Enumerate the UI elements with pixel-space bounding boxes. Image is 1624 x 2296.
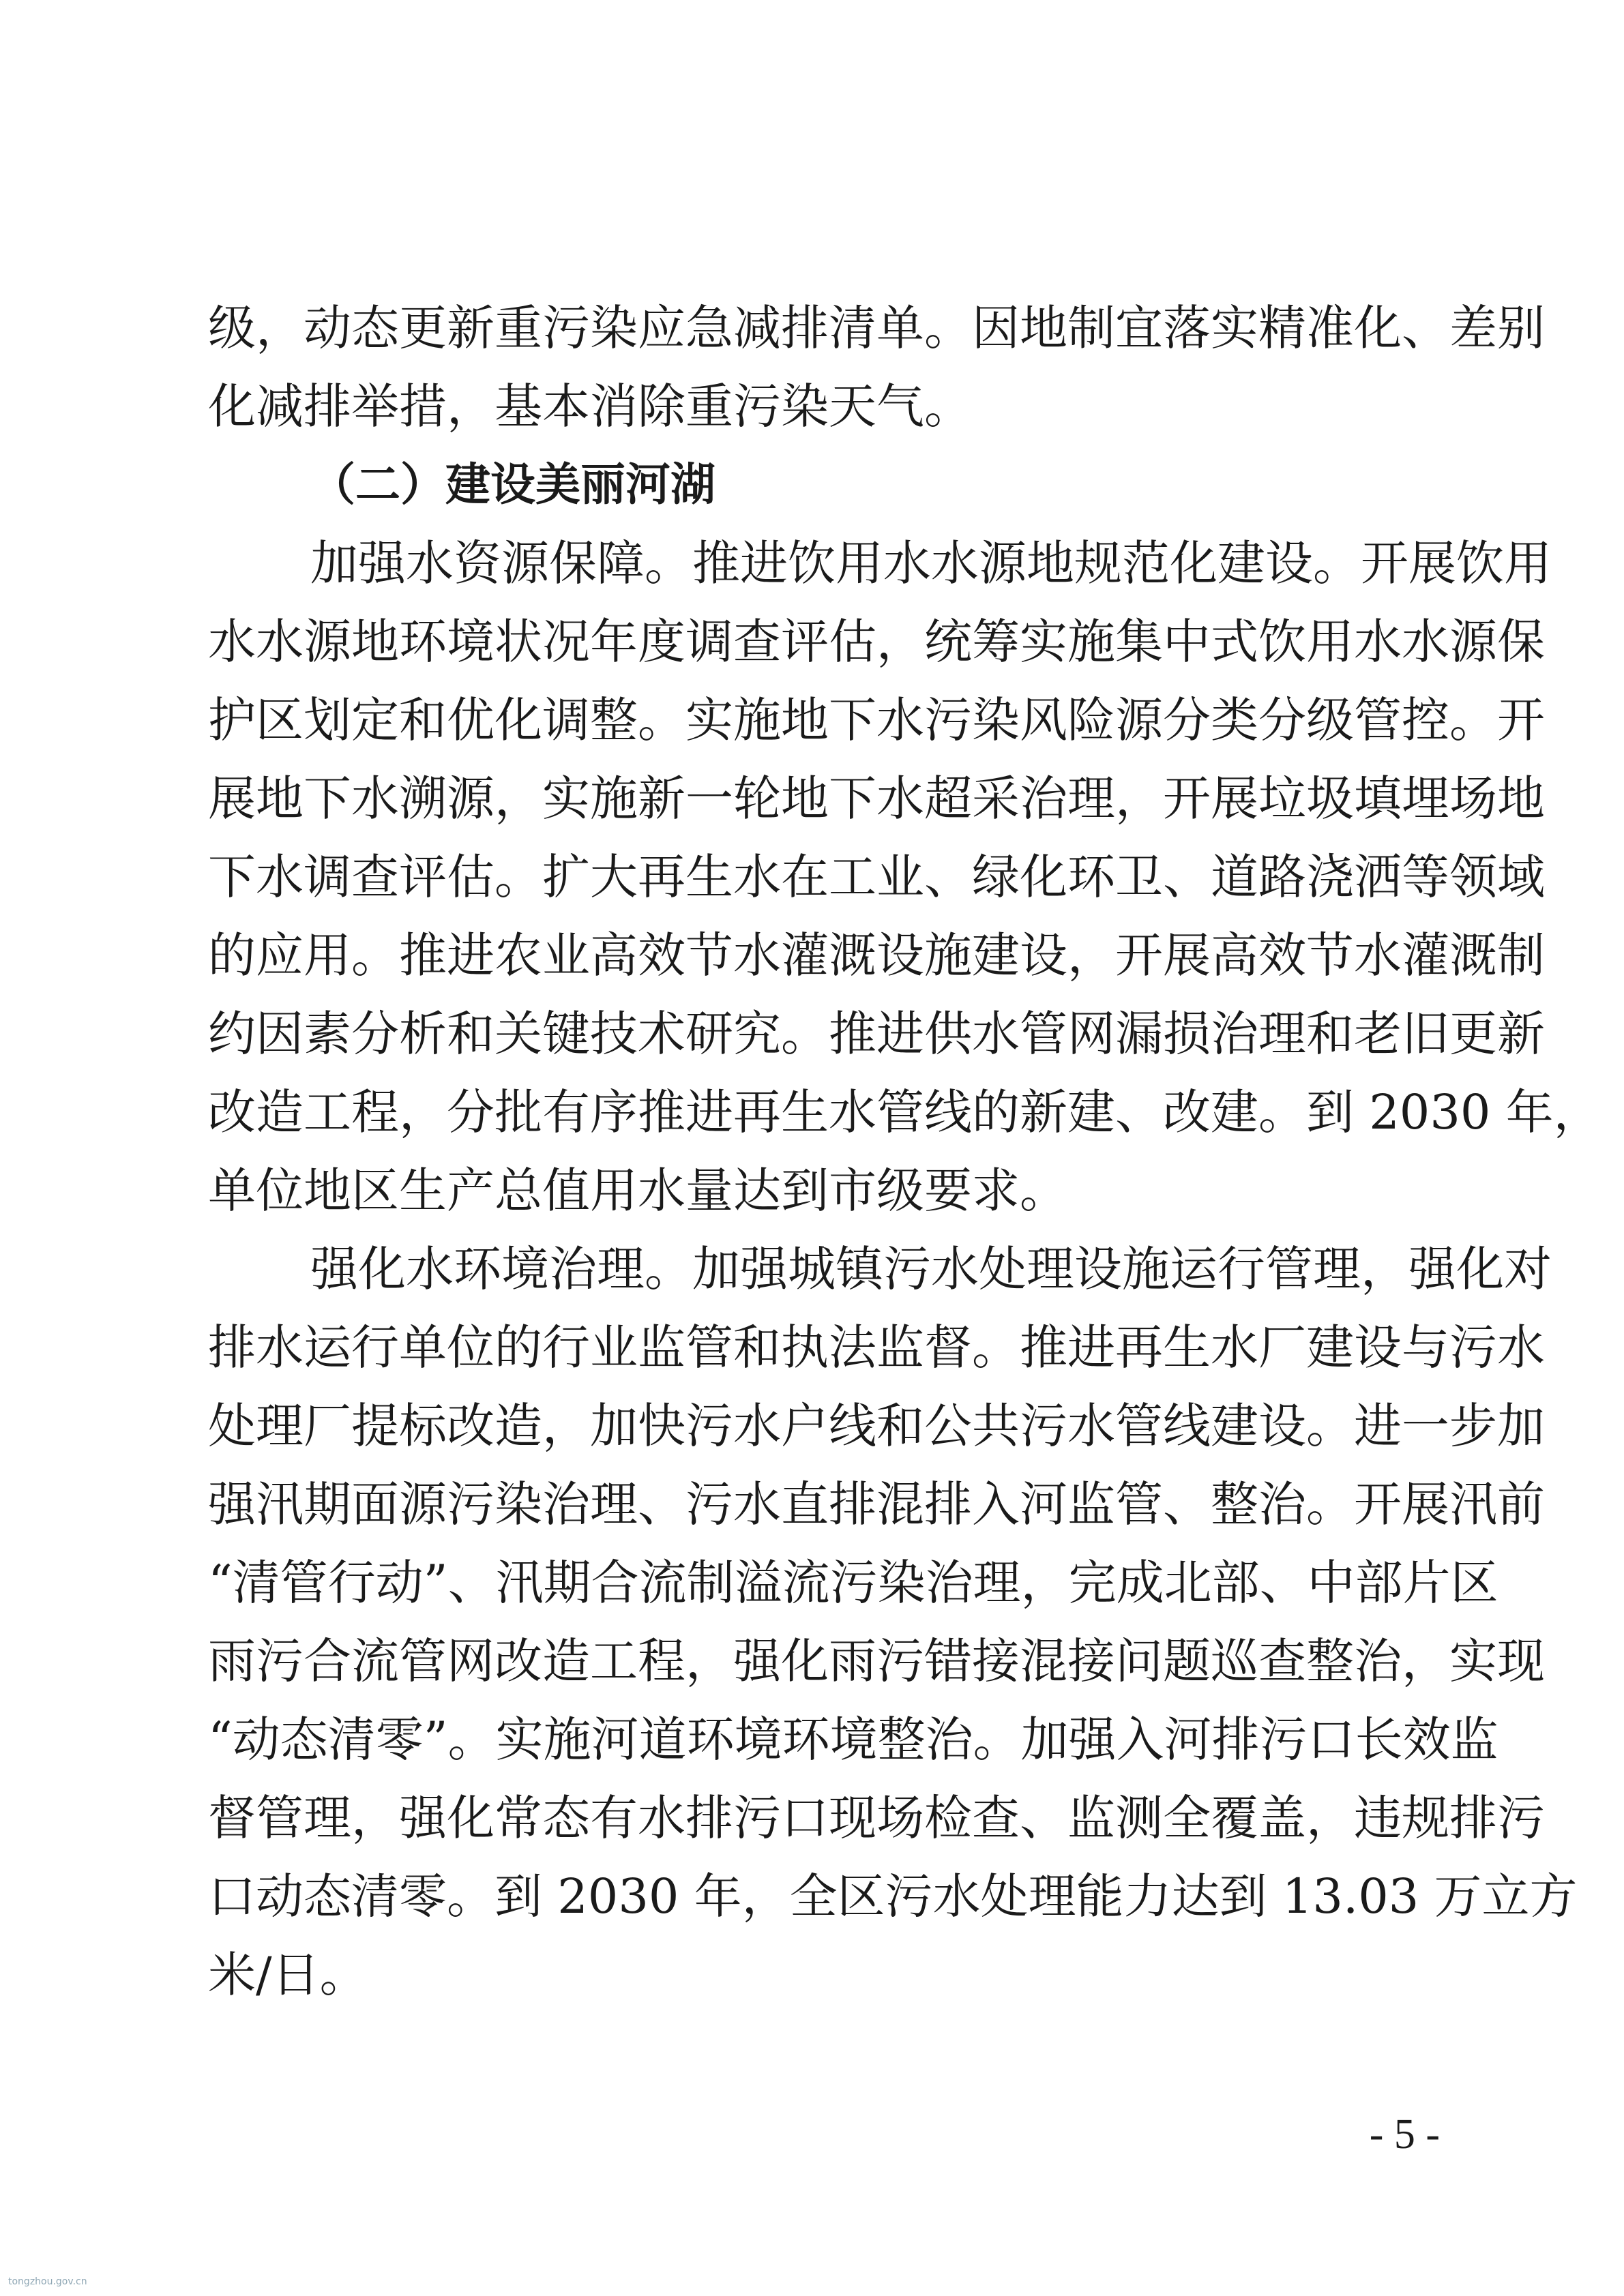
page-number: - 5 - <box>1369 2111 1440 2158</box>
text-line: 米/日。 <box>208 1947 368 2003</box>
text-line: 口动态清零。到 2030 年，全区污水处理能力达到 13.03 万立方 <box>208 1868 1578 1924</box>
text-line: 单位地区生产总值用水量达到市级要求。 <box>208 1163 1067 1219</box>
source-watermark: tongzhou.gov.cn <box>8 2276 87 2287</box>
text-line: 水水源地环境状况年度调查评估，统筹实施集中式饮用水水源保 <box>208 614 1545 670</box>
text-line: 强化水环境治理。加强城镇污水处理设施运行管理，强化对 <box>310 1241 1552 1297</box>
text-line: 改造工程，分批有序推进再生水管线的新建、改建。到 2030 年， <box>208 1084 1601 1140</box>
text-line: “清管行动”、汛期合流制溢流污染治理，完成北部、中部片区 <box>208 1555 1498 1611</box>
text-line: 处理厂提标改造，加快污水户线和公共污水管线建设。进一步加 <box>208 1398 1545 1454</box>
text-line: 加强水资源保障。推进饮用水水源地规范化建设。开展饮用 <box>310 535 1552 591</box>
text-line: 约因素分析和关键技术研究。推进供水管网漏损治理和老旧更新 <box>208 1006 1545 1062</box>
text-line: 的应用。推进农业高效节水灌溉设施建设，开展高效节水灌溉制 <box>208 927 1545 983</box>
text-line: 雨污合流管网改造工程，强化雨污错接混接问题巡查整治，实现 <box>208 1633 1545 1689</box>
text-line: 下水调查评估。扩大再生水在工业、绿化环卫、道路浇洒等领域 <box>208 849 1545 905</box>
text-line: 化减排举措，基本消除重污染天气。 <box>208 378 972 434</box>
text-line: 排水运行单位的行业监管和执法监督。推进再生水厂建设与污水 <box>208 1320 1545 1375</box>
text-line: 展地下水溯源，实施新一轮地下水超采治理，开展垃圾填埋场地 <box>208 771 1545 826</box>
text-line: 强汛期面源污染治理、污水直排混排入河监管、整治。开展汛前 <box>208 1476 1545 1532</box>
text-line: 督管理，强化常态有水排污口现场检查、监测全覆盖，违规排污 <box>208 1790 1545 1846</box>
text-line: “动态清零”。实施河道环境环境整治。加强入河排污口长效监 <box>208 1712 1498 1768</box>
text-line: 级，动态更新重污染应急减排清单。因地制宜落实精准化、差别 <box>208 300 1545 356</box>
text-line: 护区划定和优化调整。实施地下水污染风险源分类分级管控。开 <box>208 692 1545 748</box>
section-heading: （二）建设美丽河湖 <box>310 458 715 511</box>
